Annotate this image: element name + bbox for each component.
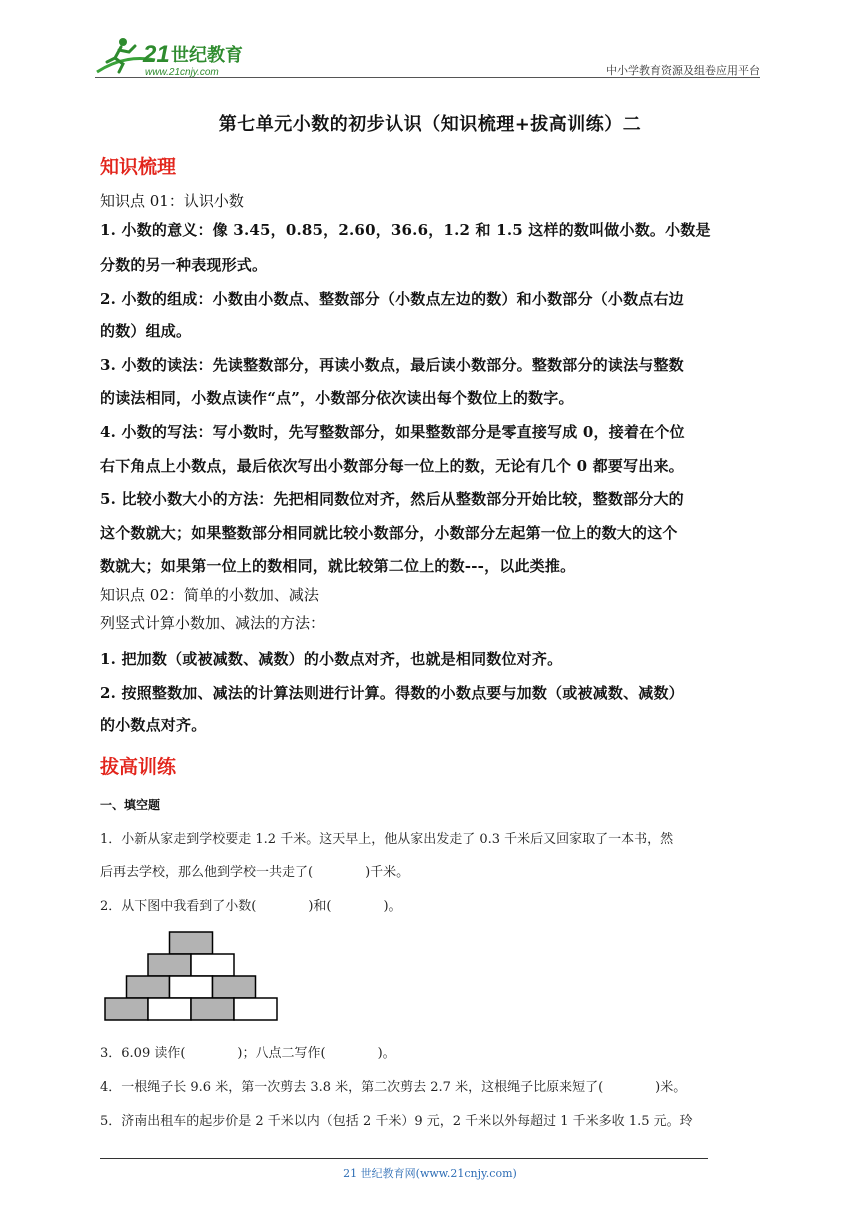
section-heading-knowledge: 知识梳理: [100, 156, 177, 178]
brick-white: [170, 976, 213, 998]
knowledge-line: 这个数就大；如果整数部分相同就比较小数部分，小数部分左起第一位上的数大的这个: [100, 524, 678, 542]
brick-pyramid-figure: [104, 931, 282, 1023]
question-line: 1．小新从家走到学校要走 1.2 千米。这天早上，他从家出发走了 0.3 千米后又回家取了一本书，然: [100, 832, 674, 847]
kp1-title: 知识点 01：认识小数: [100, 192, 244, 210]
footer-divider: [100, 1158, 708, 1159]
svg-text:世纪教育: 世纪教育: [171, 45, 243, 66]
knowledge-line: 右下角点上小数点，最后依次写出小数部分每一位上的数，无论有几个 0 都要写出来。: [100, 457, 684, 475]
question-line: 后再去学校，那么他到学校一共走了( )千米。: [100, 865, 410, 880]
question-line: 5．济南出租车的起步价是 2 千米以内（包括 2 千米）9 元，2 千米以外每超过 1 千米多收 1.5 元。玲: [100, 1114, 693, 1129]
kp2-title: 知识点 02：简单的小数加、减法: [100, 586, 319, 604]
knowledge-line: 2. 小数的组成：小数由小数点、整数部分（小数点左边的数）和小数部分（小数点右边: [100, 290, 684, 308]
page-header: [95, 28, 760, 78]
svg-text:www.21cnjy.com: www.21cnjy.com: [145, 67, 219, 78]
brick-gray: [148, 954, 191, 976]
logo: [95, 34, 265, 82]
question-line: 4．一根绳子长 9.6 米，第一次剪去 3.8 米，第二次剪去 2.7 米，这根绳子比原来短了( )米。: [100, 1080, 687, 1095]
knowledge-line: 2. 按照整数加、减法的计算法则进行计算。得数的小数点要与加数（或被减数、减数）: [100, 684, 684, 702]
knowledge-line: 的小数点对齐。: [100, 716, 207, 734]
question-line: 3．6.09 读作( )；八点二写作( )。: [100, 1046, 396, 1061]
knowledge-line: 的读法相同，小数点读作“点”，小数部分依次读出每个数位上的数字。: [100, 389, 574, 407]
brick-gray: [170, 932, 213, 954]
brick-white: [191, 954, 234, 976]
document-title: 第七单元小数的初步认识（知识梳理+拔高训练）二: [218, 114, 642, 135]
logo-graphic: [95, 34, 265, 78]
svg-text:21: 21: [143, 41, 170, 68]
knowledge-line: 3. 小数的读法：先读整数部分，再读小数点，最后读小数部分。整数部分的读法与整数: [100, 356, 684, 374]
brick-gray: [213, 976, 256, 998]
fill-blank-heading: 一、填空题: [100, 798, 161, 812]
brick-gray: [127, 976, 170, 998]
knowledge-line: 的数）组成。: [100, 322, 192, 340]
knowledge-line: 数就大；如果第一位上的数相同，就比较第二位上的数---，以此类推。: [100, 557, 576, 575]
knowledge-line: 1. 把加数（或被减数、减数）的小数点对齐，也就是相同数位对齐。: [100, 650, 563, 668]
knowledge-line: 5. 比较小数大小的方法：先把相同数位对齐，然后从整数部分开始比较，整数部分大的: [100, 490, 684, 508]
footer-text: 21 世纪教育网(www.21cnjy.com): [343, 1167, 517, 1180]
kp2-subtitle: 列竖式计算小数加、减法的方法：: [100, 614, 326, 632]
knowledge-line: 4. 小数的写法：写小数时，先写整数部分，如果整数部分是零直接写成 0，接着在个位: [100, 423, 685, 441]
brick-white: [148, 998, 191, 1020]
brick-gray: [105, 998, 148, 1020]
site-title: 中小学教育资源及组卷应用平台: [606, 64, 760, 77]
header-divider: [95, 77, 760, 78]
knowledge-line: 分数的另一种表现形式。: [100, 256, 268, 274]
brick-gray: [191, 998, 234, 1020]
brick-white: [234, 998, 277, 1020]
question-line: 2．从下图中我看到了小数( )和( )。: [100, 899, 402, 914]
knowledge-line: 1. 小数的意义：像 3.45，0.85，2.60，36.6，1.2 和 1.5 这样的数叫做小数。小数是: [100, 221, 711, 239]
section-heading-training: 拔高训练: [100, 756, 177, 778]
